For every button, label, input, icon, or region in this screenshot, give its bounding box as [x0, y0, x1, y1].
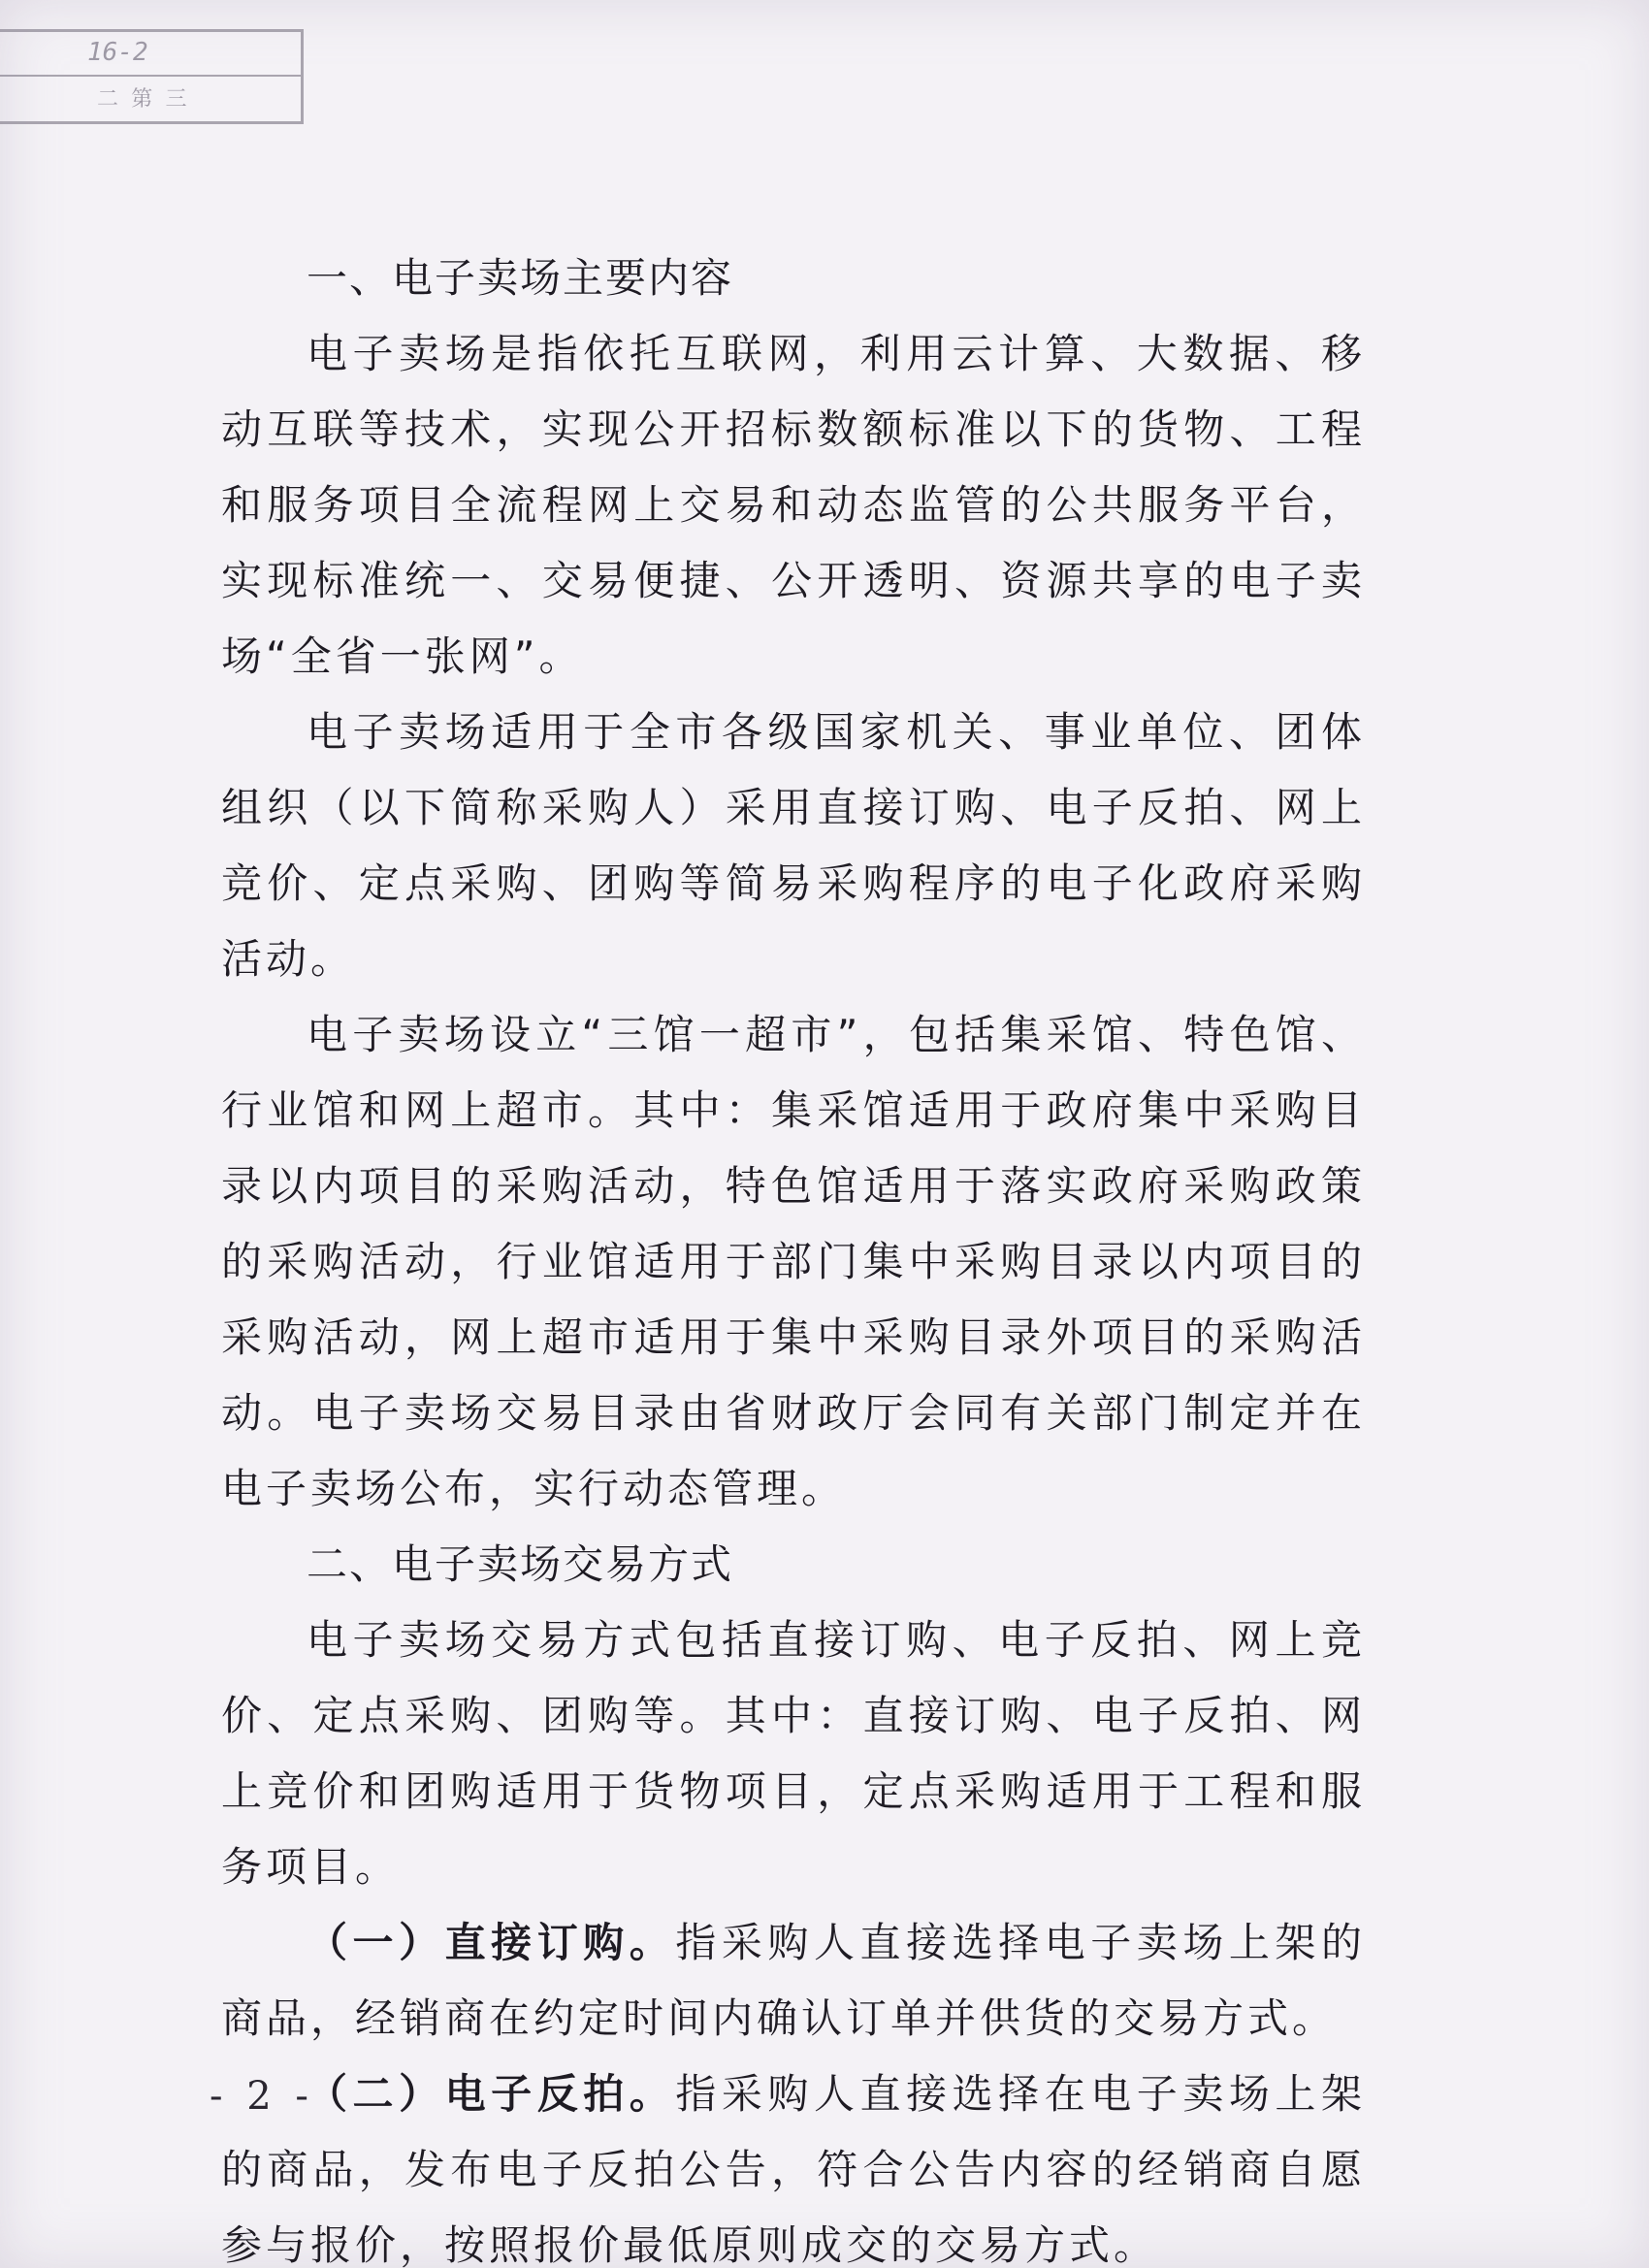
- item-2-lead: （二）电子反拍。: [307, 2070, 676, 2118]
- archive-stamp: [0, 29, 304, 124]
- item-2-text: 指采购人直接选择在电子卖场上架的商品，发布电子反拍公告，符合公告内容的经销商自愿参与报价，按照报价最低原则成交的交易方式。: [221, 2070, 1366, 2268]
- item-1-text: 指采购人直接选择电子卖场上架的商品，经销商在约定时间内确认订单并供货的交易方式。: [221, 1919, 1366, 2042]
- section-2-item-2: [221, 2057, 1366, 2268]
- page-number: - 2 -: [210, 2074, 314, 2119]
- stamp-number: 16-2: [87, 38, 148, 67]
- stamp-label: 二 第 三: [97, 87, 187, 112]
- section-1-paragraph-3: 电子卖场设立“三馆一超市”，包括集采馆、特色馆、行业馆和网上超市。其中：集采馆适用于政府集中采购目录以内项目的采购活动，特色馆适用于落实政府采购政策的采购活动，行业馆适用于部门集中采购目录以内项目的采购活动，网上超市适用于集中采购目录外项目的采购活动。电子卖场交易目录由省财政厅会同有关部门制定并在电子卖场公布，实行动态管理。: [221, 1011, 1366, 1512]
- section-1-heading: 一、电子卖场主要内容: [307, 254, 734, 302]
- document-body: [221, 241, 1366, 2268]
- section-1-paragraph-2: 电子卖场适用于全市各级国家机关、事业单位、团体组织（以下简称采购人）采用直接订购、电子反拍、网上竞价、定点采购、团购等简易采购程序的电子化政府采购活动。: [221, 708, 1366, 983]
- item-1-lead: （一）直接订购。: [307, 1919, 676, 1966]
- section-2-heading: 二、电子卖场交易方式: [307, 1540, 734, 1588]
- section-2-intro: 电子卖场交易方式包括直接订购、电子反拍、网上竞价、定点采购、团购等。其中：直接订购、电子反拍、网上竞价和团购适用于货物项目，定点采购适用于工程和服务项目。: [221, 1616, 1366, 1891]
- section-1-paragraph-1: 电子卖场是指依托互联网，利用云计算、大数据、移动互联等技术，实现公开招标数额标准以下的货物、工程和服务项目全流程网上交易和动态监管的公共服务平台，实现标准统一、交易便捷、公开透明、资源共享的电子卖场“全省一张网”。: [221, 330, 1366, 680]
- section-2-item-1: [221, 1905, 1366, 2057]
- stamp-divider: [0, 75, 301, 77]
